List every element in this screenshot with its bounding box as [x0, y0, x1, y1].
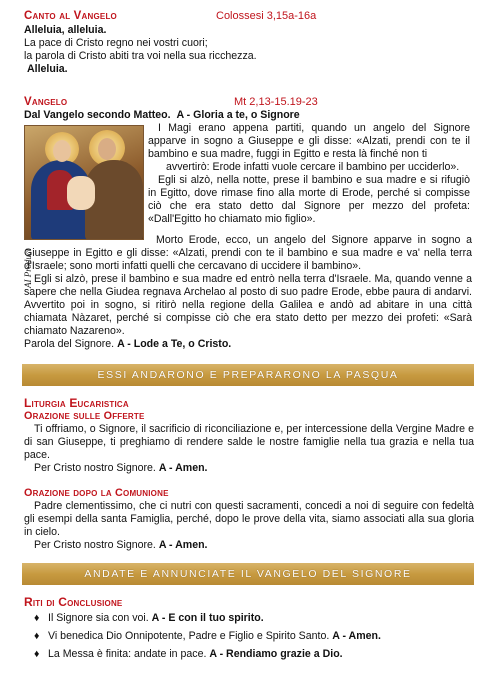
canto-section — [24, 10, 474, 76]
liturgia-section — [24, 397, 474, 552]
comunione-amen: A - Amen. — [158, 539, 208, 551]
vangelo-text-full — [24, 234, 472, 351]
riti-item-text: La Messa è finita: andate in pace. — [48, 648, 207, 660]
vangelo-paragraph-3: Morto Erode, ecco, un angelo del Signore apparve in sogno a Giuseppe in Egitto e gli disse: «Alzati, prendi con te il bambino e sua madre e va' nella terra d'Israele; sono morti infatti quelli che cercavano di uccidere il bambino». — [24, 234, 472, 272]
comunione-text: Padre clementissimo, che ci nutri con questi sacramenti, concedi a noi di seguire con fedeltà gli esempi della santa Famiglia, perché, dopo le prove della vita, siamo associati alla sua gloria in cielo. — [24, 500, 474, 538]
diamond-bullet-icon: ♦ — [34, 648, 40, 660]
vangelo-intro-line — [24, 109, 300, 122]
vangelo-closing-response: A - Lode a Te, o Cristo. — [117, 338, 232, 350]
riti-title: Riti di Conclusione — [24, 595, 123, 609]
offerte-amen: A - Amen. — [158, 462, 208, 474]
offerte-text: Ti offriamo, o Signore, il sacrificio di riconciliazione e, per intercessione della Vergine Madre e di san Giuseppe, ti preghiamo di rendere salde le nostre famiglie nella tua grazia e nella tua pace. — [24, 423, 474, 461]
canto-line-2: La pace di Cristo regno nei vostri cuori; — [24, 37, 208, 49]
canto-reference: Colossesi 3,15a-16a — [216, 10, 317, 22]
canto-line-3: la parola di Cristo abiti tra voi nella sua ricchezza. — [24, 50, 257, 62]
comunione-title: Orazione dopo la Comunione — [24, 487, 169, 499]
riti-item-response: A - E con il tuo spirito. — [151, 612, 264, 624]
offerte-per-cristo: Per Cristo nostro Signore. — [34, 462, 156, 474]
banner-essi-andarono: ESSI ANDARONO E PREPARARONO LA PASQUA — [22, 364, 474, 386]
canto-title: Canto al Vangelo — [24, 10, 117, 22]
comunione-per-cristo: Per Cristo nostro Signore. — [34, 539, 156, 551]
diamond-bullet-icon: ♦ — [34, 612, 40, 624]
offerte-title: Orazione sulle Offerte — [24, 410, 145, 422]
vangelo-paragraph-2: Egli si alzò, nella notte, prese il bambino e sua madre e si rifugiò in Egitto, dove rimase fino alla morte di Erode, perché si compisse ciò che era stato detto dal Signore per mezzo del profeta: «Dall'Egitto ho chiamato mio figlio». — [148, 174, 470, 225]
canto-alleluia-end: Alleluia. — [27, 63, 68, 75]
riti-item-response: A - Amen. — [332, 630, 381, 642]
riti-item — [34, 612, 474, 625]
riti-item-response: A - Rendiamo grazie a Dio. — [209, 648, 343, 660]
vangelo-section — [23, 96, 474, 350]
offerte-closing-line — [24, 462, 474, 475]
riti-item — [34, 648, 474, 661]
vangelo-acclamation: A - Gloria a te, o Signore — [176, 109, 300, 121]
vangelo-paragraph-4: Egli si alzò, prese il bambino e sua madre ed entrò nella terra d'Israele. Ma, quando venne a sapere che nella Giudea regnava Archelao al posto di suo padre Erode, ebbe paura di andarvi. Avvertito poi in sogno, si ritirò nella regione della Galilea e andò ad abitare in una città chiamata Nàzaret, perché si compisse ciò che era stato detto per mezzo dei profeti: «Sarà chiamato Nazareno». — [24, 273, 472, 337]
vangelo-text-right — [148, 122, 470, 226]
vangelo-title: Vangelo — [24, 96, 68, 108]
vangelo-reference: Mt 2,13-15.19-23 — [234, 96, 318, 108]
riti-item — [34, 630, 474, 643]
vangelo-paragraph-1a: I Magi erano appena partiti, quando un angelo del Signore apparve in sogno a Giuseppe e gli disse: «Alzati, prendi con te il bambino e sua madre, fuggi in Egitto e resta là finché non ti — [148, 122, 470, 160]
riti-item-text: Il Signore sia con voi. — [48, 612, 149, 624]
vangelo-intro: Dal Vangelo secondo Matteo. — [24, 109, 171, 121]
image-watermark-label: AI Product — [23, 248, 33, 288]
comunione-closing-line — [24, 539, 474, 552]
vangelo-closing: Parola del Signore. — [24, 338, 115, 350]
vangelo-paragraph-1b: avvertirò: Erode infatti vuole cercare il bambino per ucciderlo». — [166, 161, 460, 173]
vangelo-closing-line — [24, 338, 472, 351]
riti-item-text: Vi benedica Dio Onnipotente, Padre e Figlio e Spirito Santo. — [48, 630, 330, 642]
riti-section — [24, 596, 474, 661]
holy-family-image — [24, 125, 144, 240]
diamond-bullet-icon: ♦ — [34, 630, 40, 642]
liturgia-title: Liturgia Eucaristica — [24, 396, 129, 410]
canto-alleluia: Alleluia, alleluia. — [24, 24, 107, 36]
banner-andate-annunciate: ANDATE E ANNUNCIATE IL VANGELO DEL SIGNORE — [22, 563, 474, 585]
